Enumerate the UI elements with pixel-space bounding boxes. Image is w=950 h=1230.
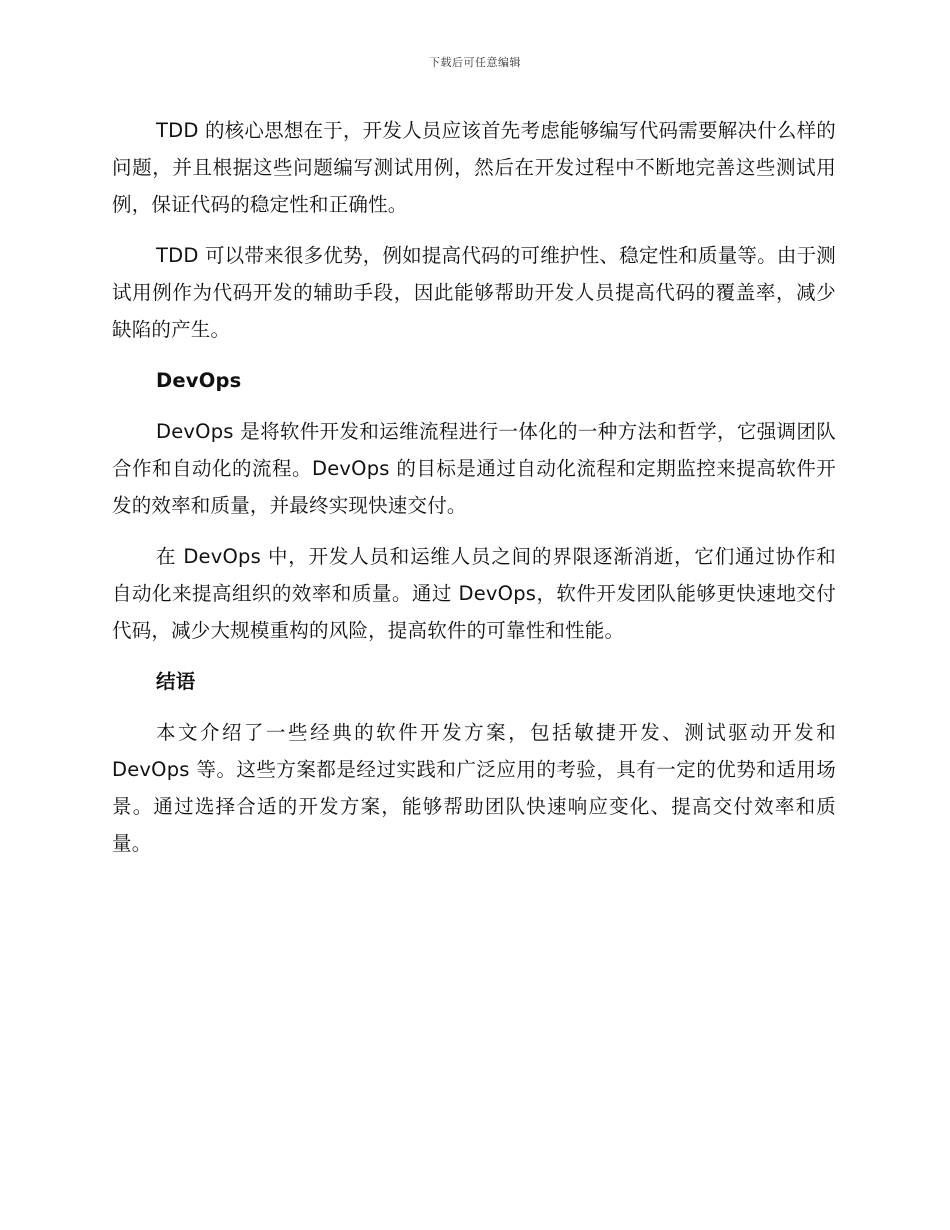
header-note: 下载后可任意编辑 bbox=[429, 56, 521, 69]
paragraph-tdd-core-idea: TDD 的核心思想在于，开发人员应该首先考虑能够编写代码需要解决什么样的问题，并且根据这些问题编写测试用例，然后在开发过程中不断地完善这些测试用例，保证代码的稳定性和正确性。 bbox=[112, 119, 836, 216]
paragraph-conclusion: 本文介绍了一些经典的软件开发方案，包括敏捷开发、测试驱动开发和 DevOps 等。这些方案都是经过实践和广泛应用的考验，具有一定的优势和适用场景。通过选择合适的开发方案，能够帮助团队快速响应变化、提高交付效率和质量。 bbox=[112, 721, 836, 855]
paragraph-devops-definition: DevOps 是将软件开发和运维流程进行一体化的一种方法和哲学，它强调团队合作和自动化的流程。DevOps 的目标是通过自动化流程和定期监控来提高软件开发的效率和质量，并最终实现快速交付。 bbox=[112, 420, 836, 517]
document-body bbox=[112, 112, 836, 876]
section-heading-devops: DevOps bbox=[156, 369, 242, 392]
paragraph-tdd-advantages: TDD 可以带来很多优势，例如提高代码的可维护性、稳定性和质量等。由于测试用例作为代码开发的辅助手段，因此能够帮助开发人员提高代码的覆盖率，减少缺陷的产生。 bbox=[112, 244, 836, 341]
paragraph-devops-collaboration: 在 DevOps 中，开发人员和运维人员之间的界限逐渐消逝，它们通过协作和自动化来提高组织的效率和质量。通过 DevOps，软件开发团队能够更快速地交付代码，减少大规模重构的风险，提高软件的可靠性和性能。 bbox=[112, 545, 836, 642]
section-heading-conclusion: 结语 bbox=[156, 670, 196, 693]
